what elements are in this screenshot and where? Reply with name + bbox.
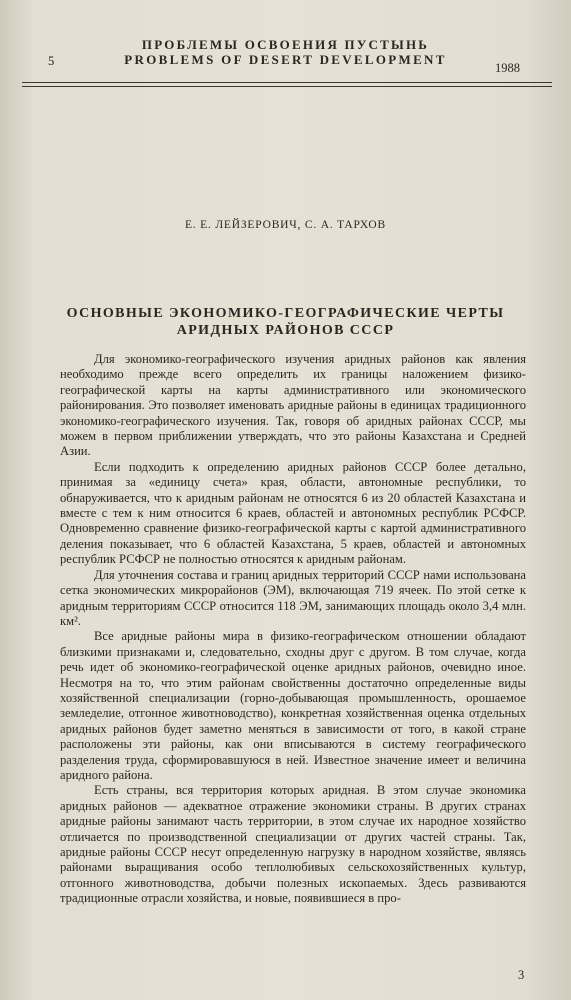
publication-year: 1988 <box>495 61 520 75</box>
paragraph: Все аридные районы мира в физико-географическом отношении обладают близкими признаками и, следовательно, сходны друг с другом. В том случае, когда речь идет об экономико-географической оценке аридных районов, очевидно иное. Несмотря на то, что этим районам свойственны достаточно определенные виды хозяйственной специализации (горно-добывающая промышленность, орошаемое земледелие, отгонное животноводство), конкретная хозяйственная оценка отдельных аридных районов будет заметно меняться в зависимости от того, в какой стране расположены эти районы, как они вписываются в систему географического разделения труда, сформировавшуюся в ней. Известное значение имеет и величина аридного района. <box>60 629 526 782</box>
paragraph: Есть страны, вся территория которых аридная. В этом случае экономика аридных районов — адекватное отражение экономики страны. В других странах аридные районы занимают часть территории, в этом случае их народное хозяйство отличается по производственной специализации от других частей страны. Так, аридные районы СССР несут определенную нагрузку в народном хозяйстве, являясь районами выращивания особо теплолюбивых сельскохозяйственных культур, отгонного животноводства, добычи полезных ископаемых. Здесь развиваются традиционные отрасли хозяйства, и новые, появившиеся в про- <box>60 783 526 906</box>
title-line-2: АРИДНЫХ РАЙОНОВ СССР <box>176 323 395 338</box>
article-title <box>0 305 571 339</box>
paragraph: Для экономико-географического изучения аридных районов как явления необходимо прежде всего определить их границы наложением физико-географической карты на карты административного или экономического районирования. Это позволяет именовать аридные районы в единицах традиционного экономико-географического изучения. Так, говоря об аридных районах СССР, мы можем в первом приближении утверждать, что это районы Казахстана и Средней Азии. <box>60 352 526 459</box>
page-number: 3 <box>518 968 525 982</box>
article-body <box>60 352 526 907</box>
issue-number: 5 <box>48 54 55 68</box>
header-rule-top <box>22 82 552 83</box>
journal-title-russian: ПРОБЛЕМЫ ОСВОЕНИЯ ПУСТЫНЬ <box>141 37 430 52</box>
paragraph: Если подходить к определению аридных районов СССР более детально, принимая за «единицу счета» края, области, автономные республики, то обнаруживается, что к аридным районам не относятся 6 из 20 областей Казахстана и вместе с тем к ним относится 6 краев, областей и автономных республик РСФСР. Одновременно сравнение физико-географической карты с картой административного деления показывает, что 6 областей Казахстана, 5 краев, областей и автономных республик РСФСР не полностью относятся к аридным районам. <box>60 459 526 567</box>
title-line-1: ОСНОВНЫЕ ЭКОНОМИКО-ГЕОГРАФИЧЕСКИЕ ЧЕРТЫ <box>66 306 505 321</box>
journal-title-english: PROBLEMS OF DESERT DEVELOPMENT <box>124 52 447 67</box>
header-rule-bottom <box>22 86 552 87</box>
article-authors: Е. Е. ЛЕЙЗЕРОВИЧ, С. А. ТАРХОВ <box>184 219 386 231</box>
paragraph: Для уточнения состава и границ аридных территорий СССР нами использована сетка экономических микрорайонов (ЭМ), включающая 719 ячеек. По этой сетке к аридным территориям СССР относится 118 ЭМ, занимающих площадь около 3,4 млн. км². <box>60 567 526 628</box>
